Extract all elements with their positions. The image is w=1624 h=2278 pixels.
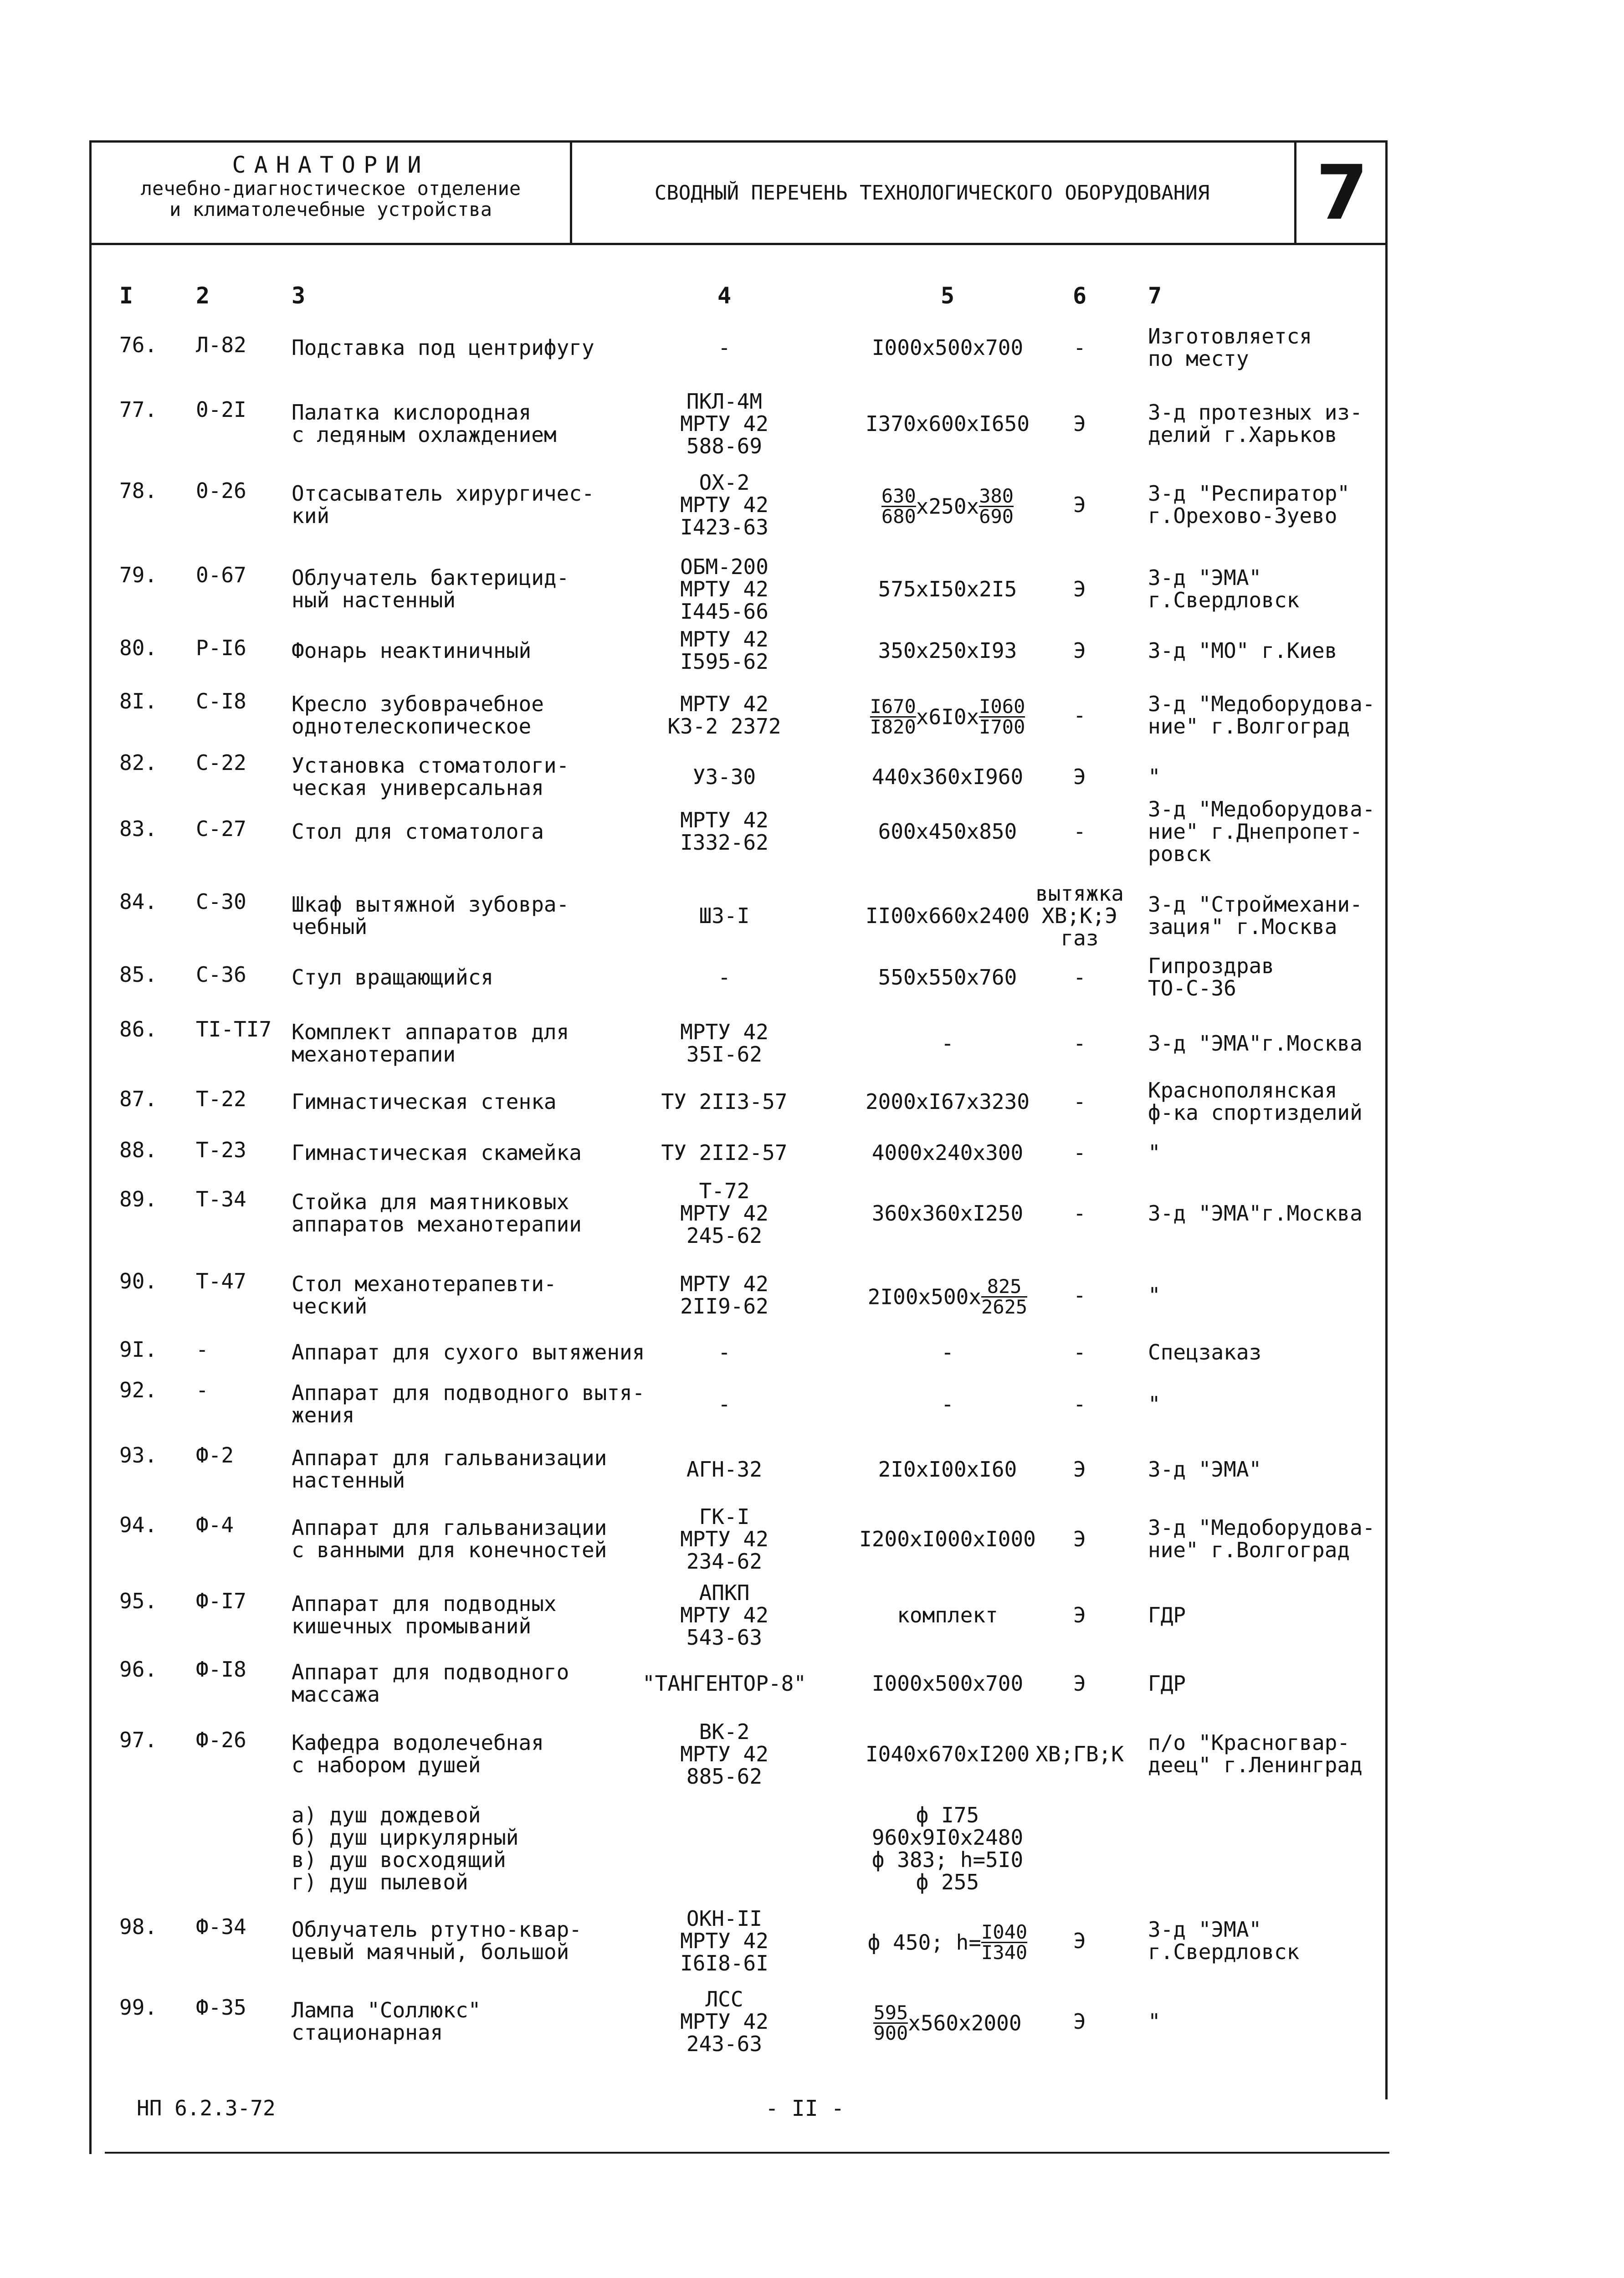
equipment-name: настенный [292,1468,405,1493]
row-number: 90. [119,1269,158,1293]
manufacturer: З-д "ЭМА" [1148,565,1262,590]
manufacturer: ровск [1148,841,1211,866]
manufacturer: деец" г.Ленинград [1148,1753,1363,1777]
frame-bottom-line [105,2152,1389,2154]
manufacturer: Изготовляется [1148,324,1312,349]
equipment-model: ОХ-2 [699,470,750,495]
row-code: Ф-2 [196,1443,234,1467]
equipment-name: Стол механотерапевти- [292,1272,557,1296]
energy-supply: Э [1073,411,1086,436]
row-code: Т-23 [196,1138,246,1162]
manufacturer: З-д "Медоборудова- [1148,692,1375,716]
manufacturer: З-д "ЭМА" [1148,1917,1262,1942]
equipment-dimensions: 550x550x760 [878,965,1017,990]
energy-supply: Э [1073,638,1086,663]
row-number: 96. [119,1657,158,1682]
equipment-name: Установка стоматологи- [292,753,569,778]
row-code: Ф-26 [196,1728,246,1752]
row-number: 85. [119,962,158,987]
equipment-dimensions [834,696,1061,737]
manufacturer: Спецзаказ [1148,1339,1262,1365]
equipment-model: - [718,965,731,990]
energy-supply: Э [1073,2009,1086,2034]
energy-supply: ХВ;ГВ;К [1035,1741,1124,1766]
manufacturer: З-д "Медоборудова- [1148,1515,1375,1540]
row-number: 84. [119,889,158,914]
manufacturer: ние" г.Волгоград [1148,1538,1350,1562]
equipment-dimensions: I040x670xI200 [865,1741,1030,1766]
equipment-model: МРТУ 42 [680,627,768,652]
energy-supply: - [1073,1283,1086,1308]
row-number: 87. [119,1087,158,1111]
equipment-model: ПКЛ-4М [686,389,763,414]
equipment-dimensions: - [941,1339,954,1365]
energy-supply: газ [1060,925,1099,950]
equipment-name: Гимнастическая стенка [292,1089,557,1114]
equipment-model: ТУ 2II2-57 [661,1140,788,1165]
equipment-model: Т-72 [699,1178,750,1203]
dimension-b-denominator: I700 [979,716,1025,738]
equipment-name: ческая универсальная [292,775,544,800]
dimension-middle: x250x [916,494,979,519]
equipment-dimensions: I370x600xI650 [865,411,1030,436]
equipment-model: МРТУ 42 [680,692,768,716]
manufacturer: " [1148,2009,1161,2034]
title-block-document [570,143,1296,243]
equipment-name: Палатка кислородная [292,400,532,425]
equipment-model: - [718,335,731,360]
energy-supply: - [1073,1089,1086,1114]
row-number: 92. [119,1378,158,1402]
equipment-name: цевый маячный, большой [292,1939,569,1964]
row-number: 98. [119,1914,158,1939]
manufacturer: зация" г.Москва [1148,914,1337,939]
equipment-model: I445-66 [680,599,768,624]
energy-supply: - [1073,1031,1086,1056]
row-number: 76. [119,333,158,357]
equipment-name: Гимнастическая скамейка [292,1140,582,1165]
equipment-name: Кафедра водолечебная [292,1730,544,1755]
manufacturer: по месту [1148,346,1249,371]
dimension-a-numerator: I670 [870,695,916,718]
equipment-model: ВК-2 [699,1719,750,1744]
equipment-name: однотелескопическое [292,714,532,739]
manufacturer: З-д протезных из- [1148,400,1363,425]
equipment-dimensions: - [941,1391,954,1416]
equipment-name: Аппарат для сухого вытяжения [292,1339,645,1365]
equipment-model: ТУ 2II3-57 [661,1089,788,1114]
dimension-b-fraction [979,487,1014,526]
equipment-dimensions: 600x450x850 [878,819,1017,844]
row-number: 99. [119,1995,158,2020]
title-block-subtitle-2: и климатолечебные устройства [169,198,492,221]
equipment-model: I6I8-6I [680,1950,768,1975]
column-number: 6 [1072,282,1087,309]
equipment-dimensions: - [941,1031,954,1056]
equipment-name: в) душ восходящий [292,1847,506,1872]
equipment-dimensions: I200xI000xI000 [859,1526,1036,1551]
equipment-dimensions: 4000x240x300 [871,1140,1024,1165]
equipment-dimensions: 2000xI67x3230 [865,1089,1030,1114]
row-code: 0-67 [196,563,246,587]
equipment-model: АПКП [699,1580,750,1605]
equipment-dimensions: 360x360xI250 [871,1201,1024,1226]
manufacturer: " [1148,1283,1161,1308]
equipment-dimensions: II00x660x2400 [865,903,1030,928]
row-code: TI-TI7 [196,1017,272,1042]
energy-supply: Э [1073,1457,1086,1482]
equipment-model: 35I-62 [686,1042,763,1067]
dimension-a-denominator: 900 [873,2022,908,2044]
manufacturer: З-д "ЭМА"г.Москва [1148,1201,1363,1226]
dimension-b-denominator: 2625 [981,1296,1028,1318]
equipment-model: ШЗ-I [699,903,750,928]
equipment-name: механотерапии [292,1042,456,1067]
energy-supply: - [1073,1391,1086,1416]
equipment-model: ЛСС [705,1986,743,2011]
title-block [89,140,1388,245]
manufacturer: делий г.Харьков [1148,422,1337,447]
manufacturer: ние" г.Днепропет- [1148,819,1363,844]
equipment-name: Фонарь неактиничный [292,638,532,663]
row-code: Ф-I8 [196,1657,246,1682]
equipment-model: МРТУ 42 [680,1526,768,1551]
equipment-model: КЗ-2 2372 [667,714,781,739]
row-code: Ф-35 [196,1995,246,2020]
manufacturer: Гипроздрав [1148,954,1274,978]
row-code: С-22 [196,750,246,775]
row-code: - [196,1378,209,1402]
equipment-model: МРТУ 42 [680,576,768,601]
row-number: 86. [119,1017,158,1042]
row-number: 95. [119,1589,158,1613]
row-number: 78. [119,478,158,503]
manufacturer: ТО-С-36 [1148,976,1236,1000]
row-code: Т-47 [196,1269,246,1293]
dimension-b-fraction [981,1277,1027,1317]
row-number: 79. [119,563,158,587]
row-code: С-36 [196,962,246,987]
manufacturer: З-д "ЭМА" [1148,1457,1262,1482]
row-code: Ф-I7 [196,1589,246,1613]
row-code: 0-2I [196,397,246,422]
equipment-model: I423-63 [680,514,768,539]
equipment-name: стационарная [292,2020,443,2045]
column-number: 4 [717,282,732,309]
row-number: 89. [119,1187,158,1211]
frame-left-line [89,140,92,2154]
equipment-model: ГК-I [699,1504,750,1529]
energy-supply: Э [1073,1526,1086,1551]
equipment-dimensions: 960x9I0x2480 [871,1825,1024,1850]
energy-supply: - [1073,819,1086,844]
energy-supply: - [1073,1140,1086,1165]
equipment-dimensions: I000x500x700 [871,335,1024,360]
equipment-model: ОБМ-200 [680,554,768,579]
equipment-name: Подставка под центрифугу [292,335,594,360]
dimension-a-numerator: 630 [881,485,916,507]
equipment-dimensions: I000x500x700 [871,1671,1024,1696]
dimension-b-fraction [979,697,1025,737]
manufacturer: Краснополянская [1148,1078,1337,1103]
row-code: С-27 [196,816,246,841]
dimension-middle: x6I0x [916,704,979,729]
equipment-model: "ТАНГЕНТОР-8" [642,1671,807,1696]
equipment-model: МРТУ 42 [680,1020,768,1044]
row-code: Т-22 [196,1087,246,1111]
dimension-b-numerator: I040 [981,1921,1028,1943]
equipment-model: I595-62 [680,649,768,674]
row-number: 8I. [119,689,158,713]
equipment-name: с набором душей [292,1753,481,1777]
row-number: 94. [119,1513,158,1537]
equipment-dimensions: 440x360xI960 [871,764,1024,789]
equipment-name: аппаратов механотерапии [292,1212,582,1236]
equipment-dimensions: комплект [897,1602,998,1627]
equipment-name: Аппарат для гальванизации [292,1515,607,1540]
equipment-name: Аппарат для подводного [292,1660,569,1684]
dimension-b-denominator: I340 [981,1941,1028,1964]
equipment-model: МРТУ 42 [680,1741,768,1766]
equipment-model: 588-69 [686,433,763,458]
dimension-a-denominator: I820 [870,716,916,738]
manufacturer: ГДР [1148,1602,1186,1627]
dimension-middle: ф 450; h= [867,1930,982,1955]
dimension-b-fraction [981,1923,1027,1962]
equipment-name: кий [292,503,330,528]
dimension-a-fraction [873,2003,908,2043]
energy-supply: вытяжка [1035,881,1124,906]
row-code: С-I8 [196,689,246,713]
energy-supply: Э [1073,764,1086,789]
dimension-a-numerator: 595 [873,2001,908,2024]
equipment-model: МРТУ 42 [680,1602,768,1627]
energy-supply: Э [1073,1602,1086,1627]
equipment-name: Комплект аппаратов для [292,1020,569,1044]
equipment-name: Стойка для маятниковых [292,1190,569,1214]
dimension-a-fraction [870,697,916,737]
equipment-dimensions [834,486,1061,526]
row-number: 97. [119,1728,158,1752]
row-code: Ф-34 [196,1914,246,1939]
equipment-dimensions: 575xI50x2I5 [878,576,1017,601]
sheet-number: 7 [1316,149,1368,236]
manufacturer: г.Орехово-Зуево [1148,503,1337,528]
equipment-name: б) душ циркулярный [292,1825,519,1850]
manufacturer: ние" г.Волгоград [1148,714,1350,739]
equipment-name: Кресло зубоврачебное [292,692,544,716]
equipment-model: УЗ-30 [692,764,756,789]
manufacturer: " [1148,764,1161,789]
title-block-organization [92,143,572,243]
equipment-name: Отсасыватель хирургичес- [292,481,594,506]
dimension-a-fraction [881,487,916,526]
dimension-b-numerator: I060 [979,695,1025,718]
manufacturer: ф-ка спортизделий [1148,1100,1363,1125]
equipment-name: Аппарат для подводных [292,1591,557,1616]
manufacturer: г.Свердловск [1148,588,1300,612]
manufacturer: ГДР [1148,1671,1186,1696]
row-number: 82. [119,750,158,775]
energy-supply: Э [1073,576,1086,601]
equipment-name: г) душ пылевой [292,1870,468,1894]
row-code: С-30 [196,889,246,914]
equipment-name: Аппарат для подводного вытя- [292,1380,645,1405]
row-number: 9I. [119,1337,158,1362]
energy-supply: Э [1073,1928,1086,1953]
title-block-title: САНАТОРИИ [232,152,430,178]
manufacturer: З-д "Медоборудова- [1148,796,1375,821]
equipment-model: ОКН-II [686,1906,763,1931]
equipment-name: Стол для стоматолога [292,819,544,844]
column-number: 3 [292,282,306,309]
row-number: 77. [119,397,158,422]
equipment-model: МРТУ 42 [680,1928,768,1953]
equipment-name: жения [292,1403,355,1427]
row-code: Т-34 [196,1187,246,1211]
manufacturer: З-д "МО" г.Киев [1148,638,1337,663]
equipment-model: АГН-32 [686,1457,763,1482]
document-title: СВОДНЫЙ ПЕРЕЧЕНЬ ТЕХНОЛОГИЧЕСКОГО ОБОРУДОВАНИЯ [654,181,1210,205]
manufacturer: " [1148,1391,1161,1416]
equipment-name: Лампа "Соллюкс" [292,1998,481,2022]
equipment-dimensions [834,1276,1061,1317]
equipment-model: 243-63 [686,2031,763,2056]
equipment-model: МРТУ 42 [680,1201,768,1226]
row-code: Л-82 [196,333,246,357]
equipment-name: чебный [292,914,368,939]
energy-supply: Э [1073,1671,1086,1696]
row-code: - [196,1337,209,1362]
equipment-name: Шкаф вытяжной зубовра- [292,892,569,917]
equipment-dimensions: ф 383; h=5I0 [871,1847,1024,1872]
column-number: 2 [196,282,210,309]
dimension-b-numerator: 825 [981,1277,1027,1298]
title-block-subtitle-1: лечебно-диагностическое отделение [140,177,521,200]
energy-supply: - [1073,1339,1086,1365]
row-code: Р-I6 [196,636,246,660]
manufacturer: " [1148,1140,1161,1165]
equipment-name: кишечных промываний [292,1614,532,1638]
dimension-middle: x560x2000 [908,2011,1022,2036]
energy-supply: - [1073,335,1086,360]
equipment-model: МРТУ 42 [680,492,768,517]
equipment-name: с ванными для конечностей [292,1538,607,1562]
equipment-model: МРТУ 42 [680,2009,768,2034]
equipment-model: МРТУ 42 [680,1272,768,1296]
energy-supply: ХВ;К;Э [1041,903,1118,928]
manufacturer: З-д "Респиратор" [1148,481,1350,506]
equipment-name: Аппарат для гальванизации [292,1446,607,1470]
equipment-name: а) душ дождевой [292,1803,481,1827]
equipment-model: 234-62 [686,1549,763,1574]
equipment-name: Стул вращающийся [292,965,494,990]
equipment-name: ный настенный [292,588,456,612]
equipment-model: - [718,1391,731,1416]
manufacturer: п/о "Красногвар- [1148,1730,1350,1755]
equipment-dimensions [834,1922,1061,1962]
dimension-middle: 2I00x500x [867,1284,982,1309]
equipment-model: 245-62 [686,1223,763,1248]
manufacturer: З-д "Строймехани- [1148,892,1363,917]
equipment-name: ческий [292,1294,368,1319]
row-number: 88. [119,1138,158,1162]
equipment-name: массажа [292,1682,380,1707]
footer-document-code: НП 6.2.3-72 [137,2096,276,2120]
equipment-model: I332-62 [680,830,768,855]
column-number: 7 [1148,282,1162,309]
energy-supply: - [1073,1201,1086,1226]
equipment-model: МРТУ 42 [680,808,768,832]
footer-page-number: - II - [765,2096,845,2121]
equipment-name: Облучатель ртутно-квар- [292,1917,582,1942]
dimension-a-denominator: 680 [881,505,916,528]
equipment-name: Облучатель бактерицид- [292,565,569,590]
row-number: 93. [119,1443,158,1467]
equipment-model: - [718,1339,731,1365]
equipment-dimensions: ф 255 [916,1870,979,1894]
equipment-model: 2II9-62 [680,1294,768,1319]
equipment-name: с ледяным охлаждением [292,422,557,447]
manufacturer: З-д "ЭМА"г.Москва [1148,1031,1363,1056]
energy-supply: Э [1073,492,1086,517]
equipment-model: 885-62 [686,1764,763,1789]
title-block-sheet [1296,143,1388,243]
energy-supply: - [1073,965,1086,990]
manufacturer: г.Свердловск [1148,1939,1300,1964]
row-code: 0-26 [196,478,246,503]
equipment-dimensions: ф I75 [916,1803,979,1827]
column-number: 5 [940,282,955,309]
equipment-dimensions [834,2002,1061,2043]
dimension-b-denominator: 690 [979,505,1014,528]
energy-supply: - [1073,703,1086,728]
equipment-dimensions: 350x250xI93 [878,638,1017,663]
equipment-model: 543-63 [686,1625,763,1650]
dimension-b-numerator: 380 [979,485,1014,507]
row-number: 80. [119,636,158,660]
row-code: Ф-4 [196,1513,234,1537]
row-number: 83. [119,816,158,841]
column-number: I [119,282,133,309]
equipment-model: МРТУ 42 [680,411,768,436]
equipment-dimensions: 2I0xI00xI60 [878,1457,1017,1482]
